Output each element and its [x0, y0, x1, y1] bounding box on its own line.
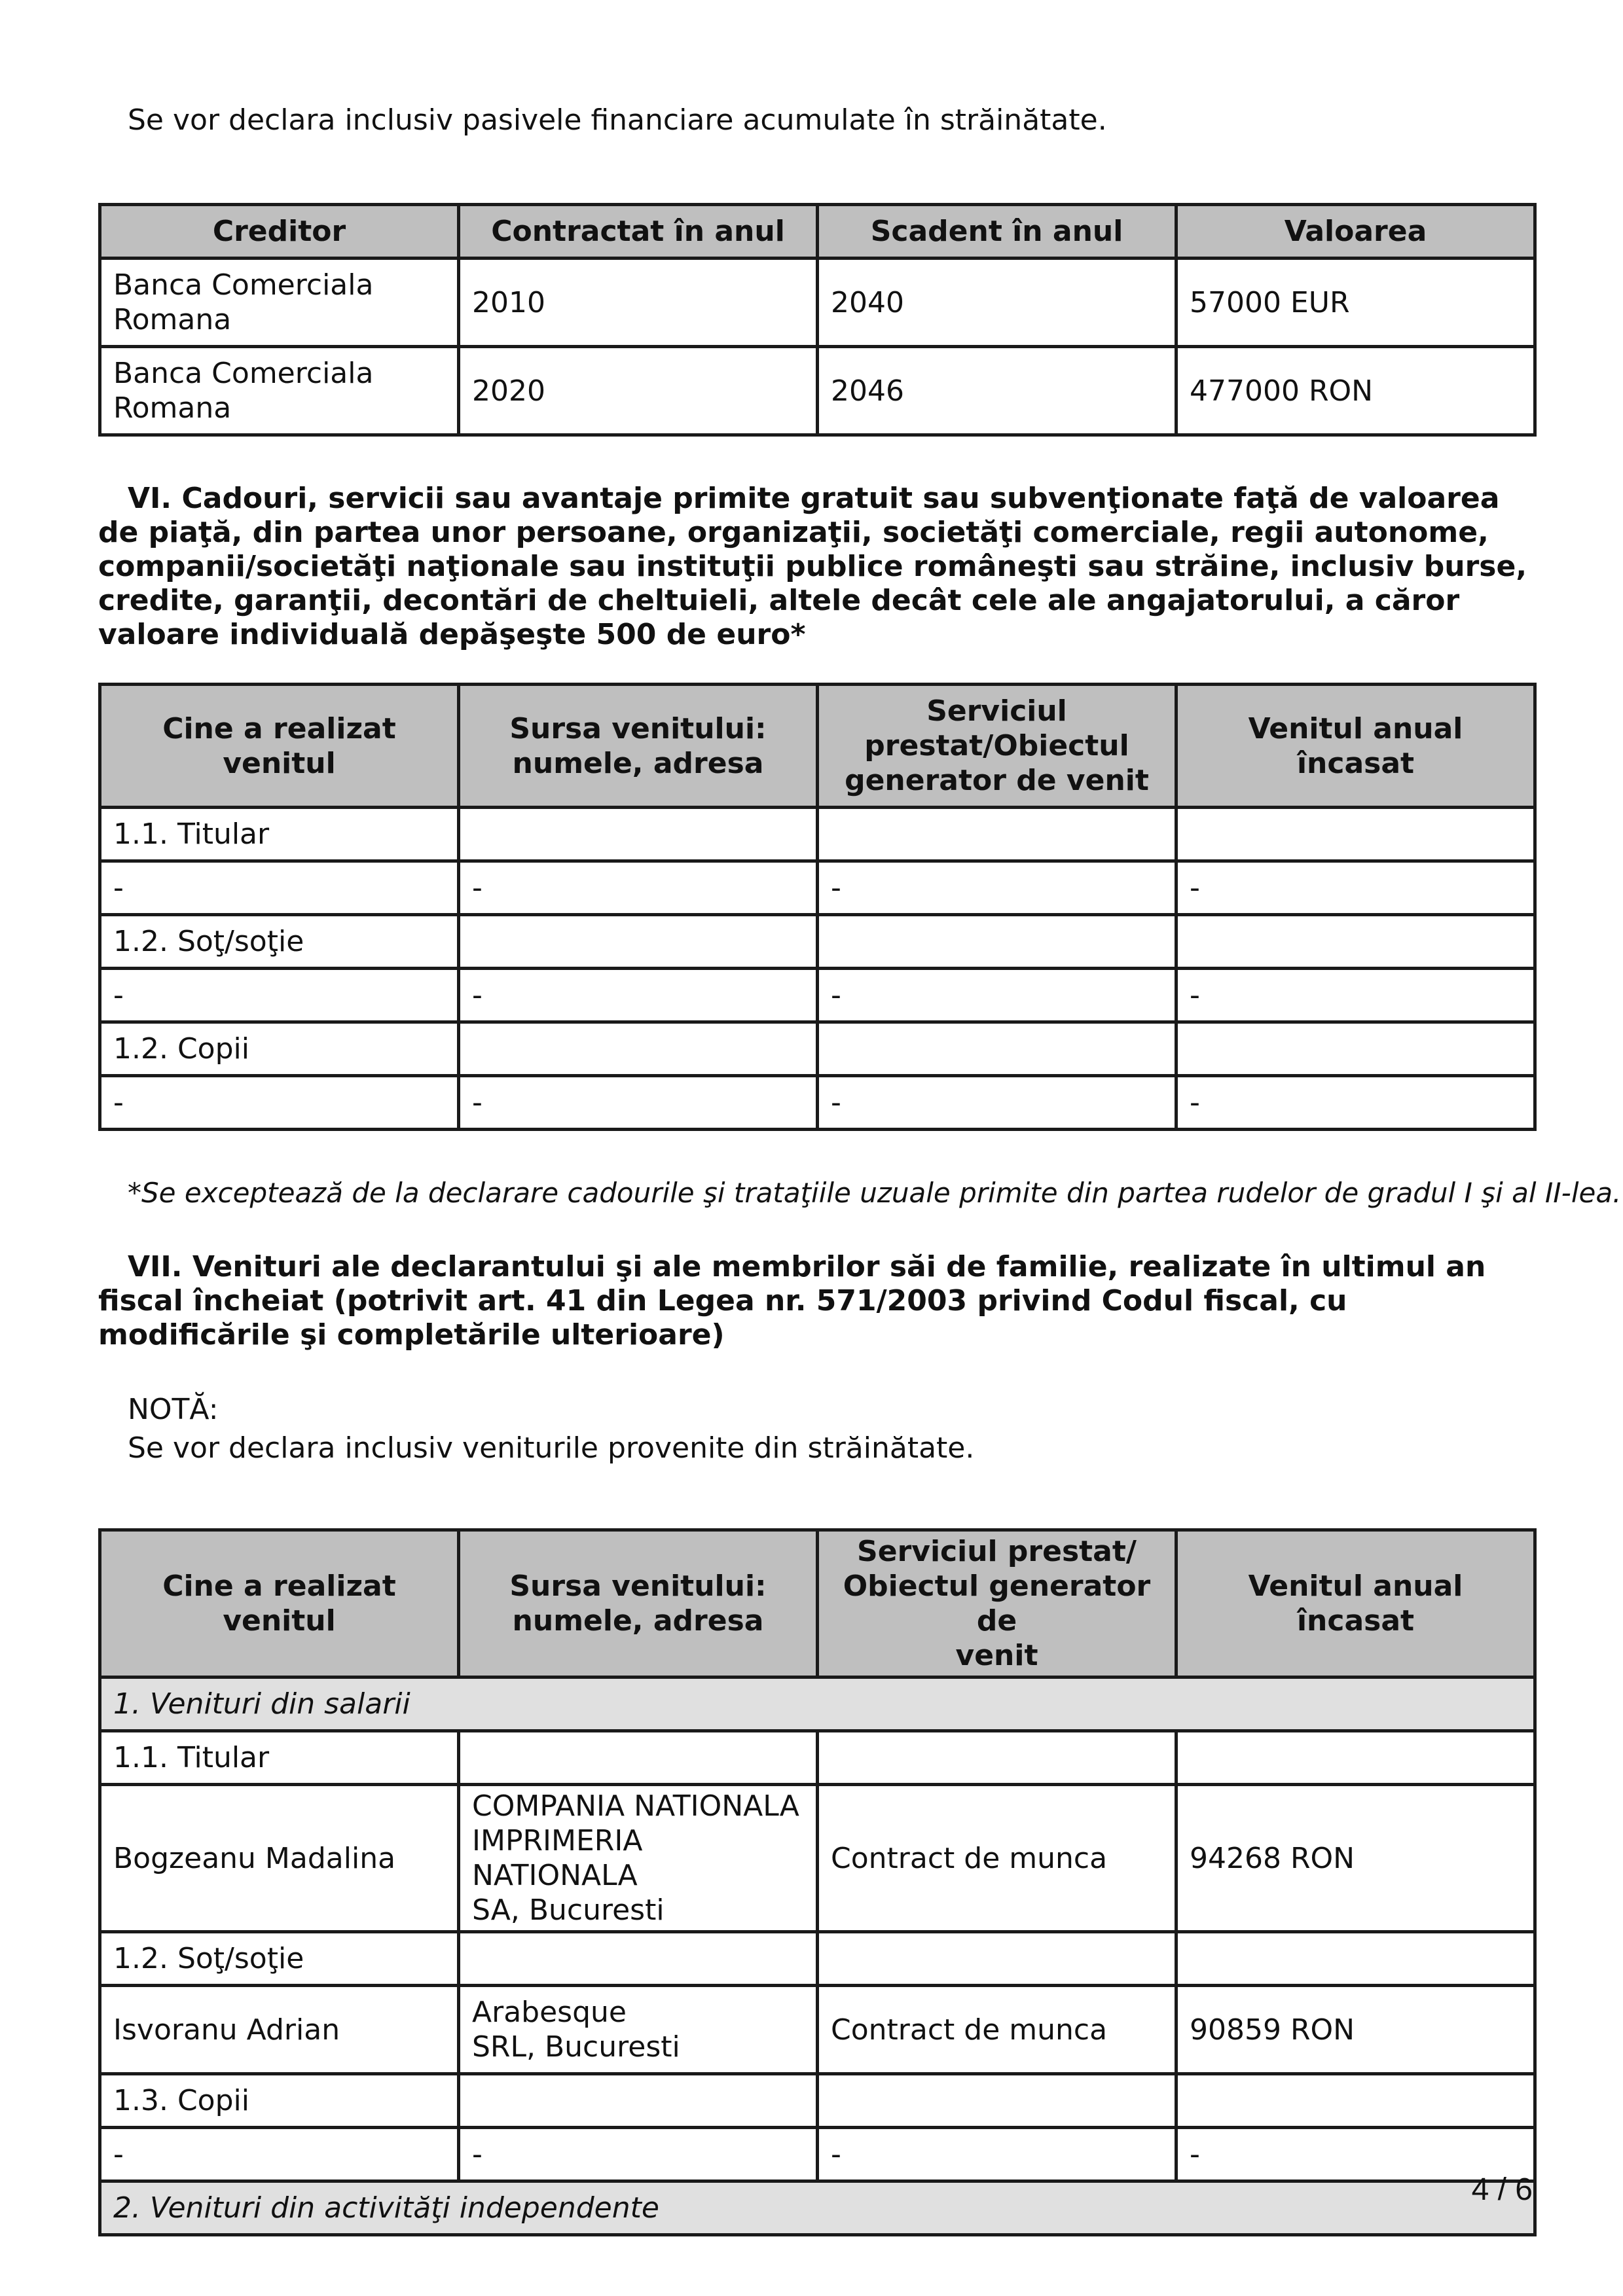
- table-cell: [459, 915, 818, 969]
- section-vi-footnote: *Se exceptează de la declarare cadourile şi trataţiile uzuale primite din partea rudelor de gradul I şi al II-lea.: [128, 1177, 1622, 1209]
- table-cell: Banca Comerciala Romana: [100, 259, 459, 347]
- page-number: 4 / 6: [1471, 2172, 1533, 2207]
- table-cell: [459, 1731, 818, 1785]
- table-row: [100, 259, 1535, 347]
- col-header: Contractat în anul: [459, 205, 818, 259]
- table-cell: [818, 1731, 1176, 1785]
- col-header: Cine a realizat venitul: [100, 685, 459, 808]
- table-cell: Arabesque SRL, Bucuresti: [459, 1986, 818, 2074]
- table-cell: [818, 808, 1176, 861]
- gifts-table: [98, 683, 1537, 1131]
- col-header: Sursa venitului: numele, adresa: [459, 1530, 818, 1677]
- table-cell: 2046: [818, 347, 1176, 435]
- debts-header-row: [100, 205, 1535, 259]
- table-cell: -: [100, 2128, 459, 2181]
- table-cell: [459, 2074, 818, 2128]
- table-cell: [459, 1022, 818, 1076]
- table-cell: Bogzeanu Madalina: [100, 1785, 459, 1932]
- col-header: Serviciul prestat/Obiectul generator de venit: [818, 685, 1176, 808]
- table-cell: -: [1176, 1076, 1535, 1130]
- intro-line: Se vor declara inclusiv pasivele financiare acumulate în străinătate.: [128, 103, 1107, 137]
- table-cell: -: [459, 969, 818, 1022]
- section-label: 2. Venituri din activităţi independente: [100, 2181, 1535, 2235]
- col-header: Venitul anual încasat: [1176, 1530, 1535, 1677]
- table-cell: 477000 RON: [1176, 347, 1535, 435]
- income-header-row: [100, 1530, 1535, 1677]
- table-row: [100, 1986, 1535, 2074]
- table-cell: [818, 915, 1176, 969]
- table-row: [100, 1076, 1535, 1130]
- table-cell: Contract de munca: [818, 1986, 1176, 2074]
- table-cell: 90859 RON: [1176, 1986, 1535, 2074]
- section-row: [100, 1677, 1535, 1731]
- table-cell: -: [459, 1076, 818, 1130]
- table-row: [100, 1932, 1535, 1986]
- table-cell: [818, 1022, 1176, 1076]
- table-cell: [818, 1932, 1176, 1986]
- table-cell: Isvoranu Adrian: [100, 1986, 459, 2074]
- table-cell: -: [818, 2128, 1176, 2181]
- table-row: [100, 2074, 1535, 2128]
- table-row: [100, 808, 1535, 861]
- section-vi-title: VI. Cadouri, servicii sau avantaje primite gratuit sau subvenţionate faţă de valoarea de piaţă, din partea unor persoane, organizaţii, societăţi comerciale, regii autonome, companii/societăţi naţionale sau instituţii publice româneşti sau străine, inclusiv burse, credite, garanţii, decontări de cheltuieli, altele decât cele ale angajatorului, a căror valoare individuală depăşeşte 500 de euro*: [98, 482, 1527, 651]
- note-label: NOTĂ:: [128, 1393, 219, 1426]
- table-cell: [1176, 915, 1535, 969]
- table-cell: -: [459, 2128, 818, 2181]
- table-cell: -: [1176, 969, 1535, 1022]
- table-cell: 1.1. Titular: [100, 1731, 459, 1785]
- table-row: [100, 1785, 1535, 1932]
- col-header: Valoarea: [1176, 205, 1535, 259]
- col-header: Creditor: [100, 205, 459, 259]
- table-cell: [1176, 808, 1535, 861]
- table-cell: [1176, 1731, 1535, 1785]
- table-row: [100, 915, 1535, 969]
- table-cell: 2020: [459, 347, 818, 435]
- table-cell: -: [818, 861, 1176, 915]
- table-cell: 2010: [459, 259, 818, 347]
- table-cell: [459, 808, 818, 861]
- table-cell: [1176, 1932, 1535, 1986]
- col-header: Serviciul prestat/ Obiectul generator de venit: [818, 1530, 1176, 1677]
- table-cell: [1176, 2074, 1535, 2128]
- col-header: Cine a realizat venitul: [100, 1530, 459, 1677]
- col-header: Sursa venitului: numele, adresa: [459, 685, 818, 808]
- table-cell: -: [459, 861, 818, 915]
- table-cell: Contract de munca: [818, 1785, 1176, 1932]
- table-cell: 1.3. Copii: [100, 2074, 459, 2128]
- table-cell: -: [100, 969, 459, 1022]
- table-cell: 1.2. Soţ/soţie: [100, 1932, 459, 1986]
- table-cell: -: [100, 1076, 459, 1130]
- section-vii-title: VII. Venituri ale declarantului şi ale membrilor săi de familie, realizate în ultimul an fiscal încheiat (potrivit art. 41 din Legea nr. 571/2003 privind Codul fiscal, cu modificările şi completările ulterioare): [98, 1250, 1486, 1352]
- table-row: [100, 1022, 1535, 1076]
- section-label: 1. Venituri din salarii: [100, 1677, 1535, 1731]
- table-cell: -: [1176, 2128, 1535, 2181]
- col-header: Scadent în anul: [818, 205, 1176, 259]
- debts-table: [98, 203, 1537, 437]
- table-cell: [459, 1932, 818, 1986]
- table-cell: 2040: [818, 259, 1176, 347]
- table-cell: Banca Comerciala Romana: [100, 347, 459, 435]
- income-table: [98, 1528, 1537, 2236]
- note-text: Se vor declara inclusiv veniturile provenite din străinătate.: [128, 1431, 975, 1465]
- table-cell: COMPANIA NATIONALA IMPRIMERIA NATIONALA SA, Bucuresti: [459, 1785, 818, 1932]
- table-row: [100, 1731, 1535, 1785]
- table-cell: [1176, 1022, 1535, 1076]
- table-cell: -: [818, 1076, 1176, 1130]
- table-row: [100, 347, 1535, 435]
- table-cell: [818, 2074, 1176, 2128]
- table-cell: 57000 EUR: [1176, 259, 1535, 347]
- table-cell: 1.2. Copii: [100, 1022, 459, 1076]
- table-cell: -: [1176, 861, 1535, 915]
- table-row: [100, 969, 1535, 1022]
- table-row: [100, 2128, 1535, 2181]
- table-cell: 1.2. Soţ/soţie: [100, 915, 459, 969]
- table-cell: -: [100, 861, 459, 915]
- col-header: Venitul anual încasat: [1176, 685, 1535, 808]
- table-cell: 1.1. Titular: [100, 808, 459, 861]
- table-cell: -: [818, 969, 1176, 1022]
- table-cell: 94268 RON: [1176, 1785, 1535, 1932]
- gifts-header-row: [100, 685, 1535, 808]
- table-row: [100, 861, 1535, 915]
- section-row: [100, 2181, 1535, 2235]
